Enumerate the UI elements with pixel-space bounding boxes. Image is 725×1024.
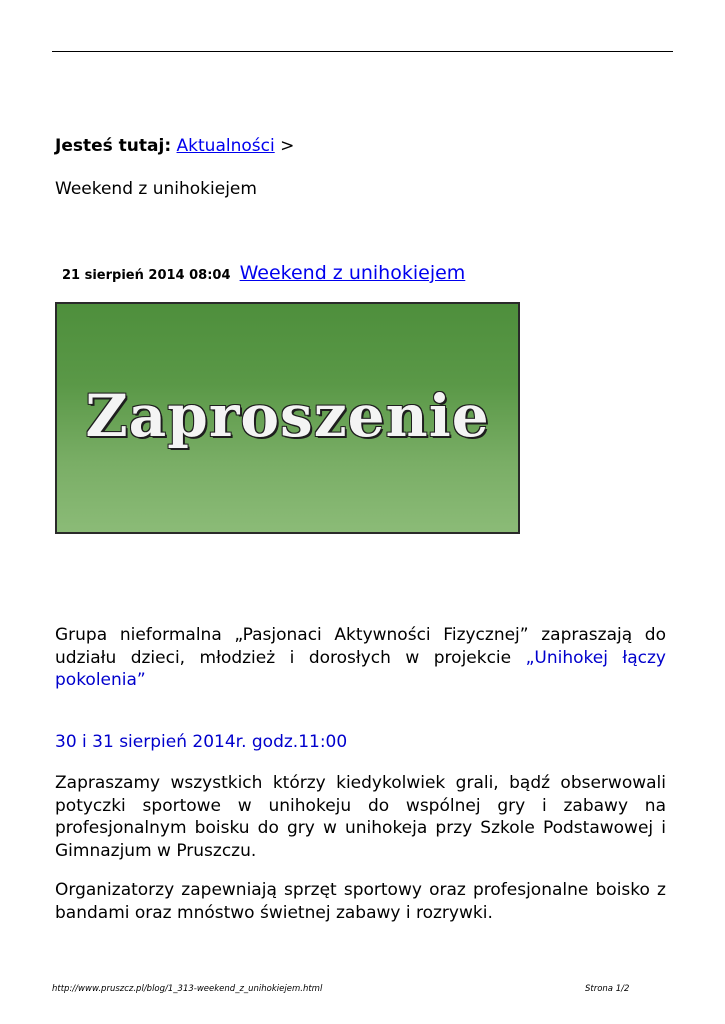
- post-title-link[interactable]: Weekend z unihokiejem: [239, 262, 466, 284]
- event-date: 30 i 31 sierpień 2014r. godz.11:00: [55, 732, 348, 752]
- footer-page-number: Strona 1/2: [585, 984, 630, 994]
- organizers-paragraph: Organizatorzy zapewniają sprzęt sportowy oraz profesjonalne boisko z bandami oraz mnóstwo świetnej zabawy i rozrywki.: [55, 880, 666, 923]
- invitation-banner-image: [55, 302, 520, 534]
- header-divider: [52, 51, 673, 52]
- invitation-paragraph: Zapraszamy wszystkich którzy kiedykolwiek grali, bądź obserwowali potyczki sportowe w unihokeju do wspólnej gry i zabawy na profesjonalnym boisku do gry w unihokeja przy Szkole Podstawowej i Gimnazjum w Pruszczu.: [55, 773, 666, 861]
- breadcrumb-label: Jesteś tutaj:: [55, 136, 172, 156]
- post-date: 21 sierpień 2014 08:04: [62, 268, 231, 283]
- banner-text: Zaproszenie: [85, 382, 490, 450]
- intro-paragraph: [55, 624, 666, 692]
- post-header: [62, 262, 465, 284]
- page-title: Weekend z unihokiejem: [55, 179, 257, 199]
- intro-text: Grupa nieformalna „Pasjonaci Aktywności Fizycznej” zapraszają do udziału dzieci, młodzież i dorosłych w projekcie: [55, 625, 666, 668]
- breadcrumb: [55, 135, 294, 157]
- project-name: „Unihokej łączy pokolenia”: [55, 647, 666, 690]
- footer-url: http://www.pruszcz.pl/blog/1_313-weekend_z_unihokiejem.html: [52, 984, 323, 994]
- breadcrumb-link-aktualnosci[interactable]: Aktualności: [176, 136, 275, 156]
- breadcrumb-separator: >: [280, 136, 295, 156]
